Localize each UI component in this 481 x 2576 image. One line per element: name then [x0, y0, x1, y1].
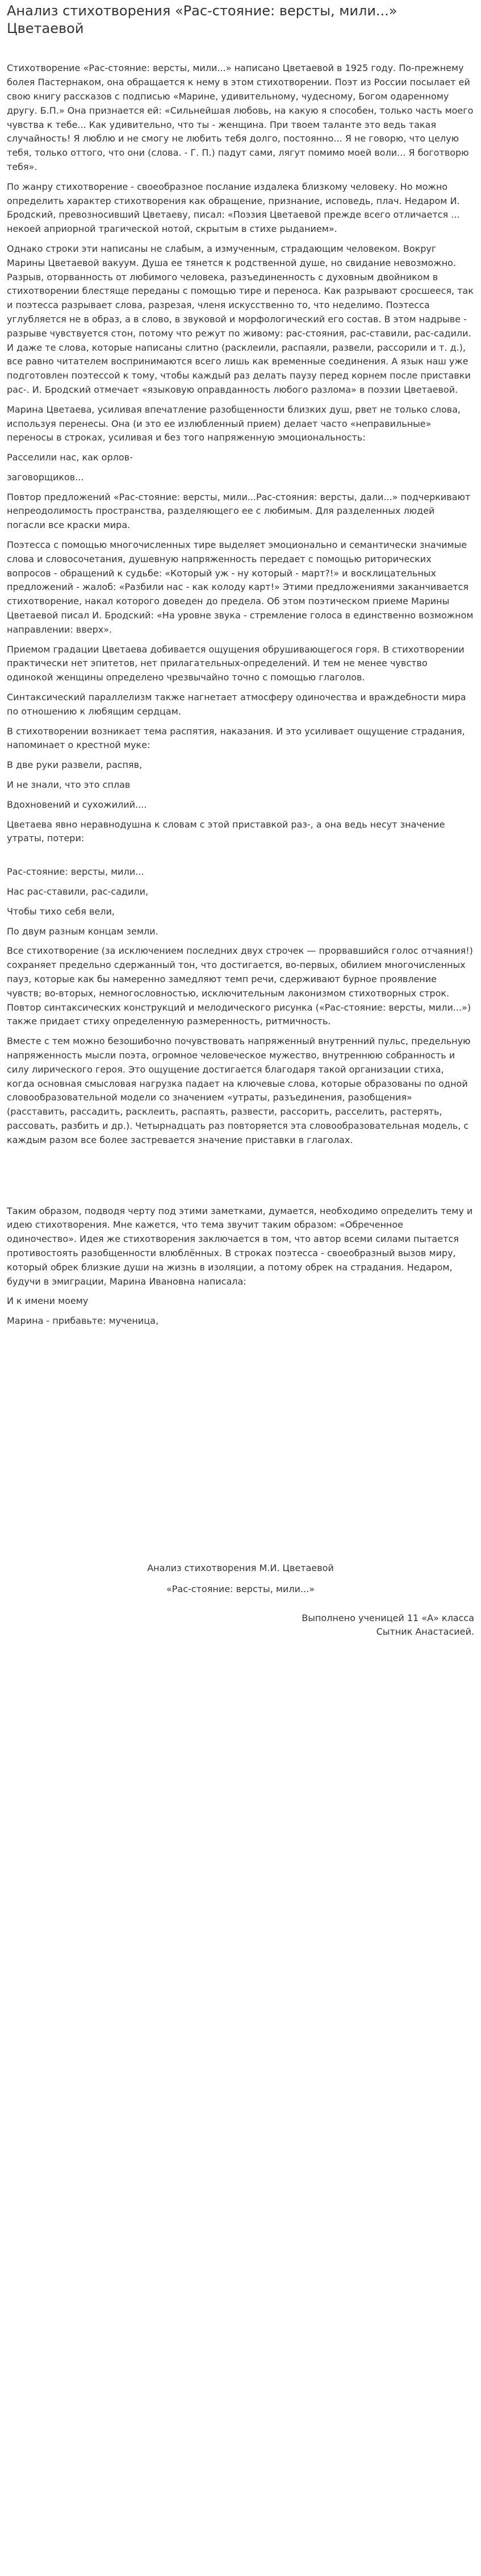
paragraph-repetition: Повтор предложений «Рас-стояние: версты, мили...Рас-стояния: версты, дали...» подчеркивают непреодолимость пространства, разделяющего ее с любимым. Для разделенных людей погасли все краски мира.	[7, 491, 471, 531]
quote-line: И к имени моему	[7, 1295, 89, 1307]
quote-line: И не знали, что это сплав	[7, 779, 131, 791]
paragraph-dashes: Поэтесса с помощью многочисленных тире выделяет эмоционально и семантически значимые слова и словосочетания, душевную напряженность передает с помощью риторических вопросов - обращений к судьбе: «Который уж - ну который - март?!» и восклицательных предложений - жалоб: «Разбили нас - как колоду карт!» Этими предложениями заканчивается стихотворение, накал которого доведен до предела. Об этом поэтическом приеме Марины Цветаевой писал И. Бродский: «На уровне звука - стремление голоса в единственно возможном направлении: вверх».	[7, 539, 474, 635]
work-title: Анализ стихотворения М.И. Цветаевой	[147, 1562, 334, 1573]
paragraph-gradation: Приемом градации Цветаева добивается ощущения обрушивающегося горя. В стихотворении практически нет эпитетов, нет прилагательных-определений. И тем не менее чувство одинокой женщины определено чрезвычайно точно с помощью глаголов.	[7, 643, 465, 683]
quote-line: Марина - прибавьте: мученица,	[7, 1315, 159, 1327]
paragraph-intro: Стихотворение «Рас-стояние: версты, мили...» написано Цветаевой в 1925 году. По-прежнему болея Пастернаком, она обращается к нему в этом стихотворении. Поэт из России посылает ей свою книгу рассказов с подписью «Марине, удивительному, чудесному, Богом одаренному другу. Б.П.» Она признается ей: «Сильнейшая любовь, на какую я способен, только часть моего чувства к тебе... Как удивительно, что ты - женщина. При твоем таланте это ведь такая случайность! Я люблю и не смогу не любить тебя долго, постоянно... Я не говорю, что целую тебя, только оттого, что они (слова. - Г. П.) падут сами, лягут помимо моей воли... Я боготворю тебя».	[7, 63, 474, 172]
performed-by: Выполнено ученицей 11 «А» класса	[302, 1612, 474, 1623]
paragraph-hyphenation: Марина Цветаева, усиливая впечатление разобщенности близких душ, рвет не только слова, используя перенесы. Она (и это ее излюбленный прием) делает часто «неправильные» переносы в строках, усиливая и без того напряженную эмоциональность:	[7, 404, 461, 443]
quote-line: Вдохновений и сухожилий....	[7, 799, 147, 810]
quote-line: В две руки развели, распяв,	[7, 759, 143, 771]
quote-line: заговорщиков...	[7, 471, 84, 483]
paragraph-crucifixion: В стихотворении возникает тема распятия, наказания. И это усиливает ощущение страдания, напоминает о крестной муке:	[7, 725, 465, 751]
verse-line: Чтобы тихо себя вели,	[7, 905, 115, 917]
paragraph-genre: По жанру стихотворение - своеобразное послание издалека близкому человеку. Но можно определить характер стихотворения как обращение, признание, исповедь, плач. Недаром И. Бродский, превозносивший Цветаеву, писал: «Поэзия Цветаевой прежде всего отличается ... некоей априорной трагической нотой, скрытым в стихе рыданием».	[7, 181, 460, 235]
spacer	[7, 1448, 474, 1561]
paragraph-tone: Все стихотворение (за исключением последних двух строчек — прорвавшийся голос отчаяния!) сохраняет предельно сдержанный тон, что достигается, во-первых, обилием многочисленных пауз, которые как бы намеренно замедляют темп речи, сдерживают бурное проявление чувств; во-вторых, немногословностью, исключительным лаконизмом стихотворных строк. Повтор синтаксических конструкций и мелодического рисунка («Рас-стояние: версты, мили...») также придает стиху определенную размеренность, ритмичность.	[7, 945, 473, 1027]
paragraph-parallelism: Синтаксический параллелизм также нагнетает атмосферу одиночества и враждебности мира по отношению к любящим сердцам.	[7, 692, 466, 717]
paragraph-conclusion: Таким образом, подводя черту под этими заметками, думается, необходимо определить тему и идею стихотворения. Мне кажется, что тема звучит таким образом: «Обреченное одиночество». Идея же стихотворения заключается в том, что автор всеми силами пытается противостоять разобщенности влюблённых. В строках поэтесса - своеобразный вызов миру, который обрек близкие души на жизнь в изоляции, а потому обрек на страдания. Недаром, будучи в эмиграции, Марина Ивановна написала:	[7, 1205, 473, 1287]
paragraph-separation: Однако строки эти написаны не слабым, а измученным, страдающим человеком. Вокруг Марины Цветаевой вакуум. Душа ее тянется к родственной душе, но свидание невозможно. Разрыв, оторванность от любимого человека, разъединенность с духовным двойником в стихотворении блестяще переданы с помощью тире и переноса. Как разрывают сросшееся, так и поэтесса разрывает слова, разрезая, членя искусственно то, что неделимо. Поэтесса углубляется не в образ, а в слово, в звуковой и морфологический его состав. В этом надрыве - разрыве чувствуется стон, потому что режут по живому: рас-стояния, рас-ставили, рас-садили. И даже те слова, которые написаны слитно (расклеили, распаяли, развели, рассорили и т. д.), все равно читателем воспринимаются всего лишь как временные соединения. А язык наш уже подготовлен поэтессой к тому, чтобы каждый раз делать паузу перед корнем после приставки рас-. И. Бродский отмечает «языковую оправданность любого разлома» в поэзии Цветаевой.	[7, 243, 474, 395]
quote-line: Расселили нас, как орлов-	[7, 452, 133, 463]
spacer	[7, 851, 474, 865]
verse-line: По двум разным концам земли.	[7, 925, 158, 937]
verse-line: Рас-стояние: версты, мили...	[7, 866, 144, 878]
paragraph-pulse: Вместе с тем можно безошибочно почувствовать напряженный внутренний пульс, предельную напряженность мысли поэта, огромное человеческое мужество, внутреннюю собранность и силу лирического героя. Это ощущение достигается благодаря такой организации стиха, когда основная смысловая нагрузка падает на ключевые слова, которые образованы по одной словообразовательной модели со значением «утраты, разъединения, разобщения» (расставить, рассадить, расклеить, распаять, развести, рассорить, расселить, растерять, рассовать, разбить и др.). Четырнадцать раз повторяется эта словообразовательная модель, с каждым разом все более застревается значение приставки в глаголах.	[7, 1036, 471, 1145]
page-title: Анализ стихотворения «Рас-стояние: версты, мили...» Цветаевой	[7, 3, 398, 37]
spacer	[7, 1639, 474, 1685]
poem-title: «Рас-стояние: версты, мили...»	[166, 1583, 315, 1594]
spacer	[7, 1334, 474, 1448]
paragraph-prefix: Цветаева явно неравнодушна к словам с этой приставкой раз-, а она ведь несут значение утраты, потери:	[7, 818, 445, 844]
signature-block	[7, 1611, 474, 1640]
spacer	[7, 1153, 474, 1204]
verse-line: Нас рас-ставили, рас-садили,	[7, 886, 149, 898]
author-name: Сытник Анастасией.	[376, 1626, 474, 1638]
